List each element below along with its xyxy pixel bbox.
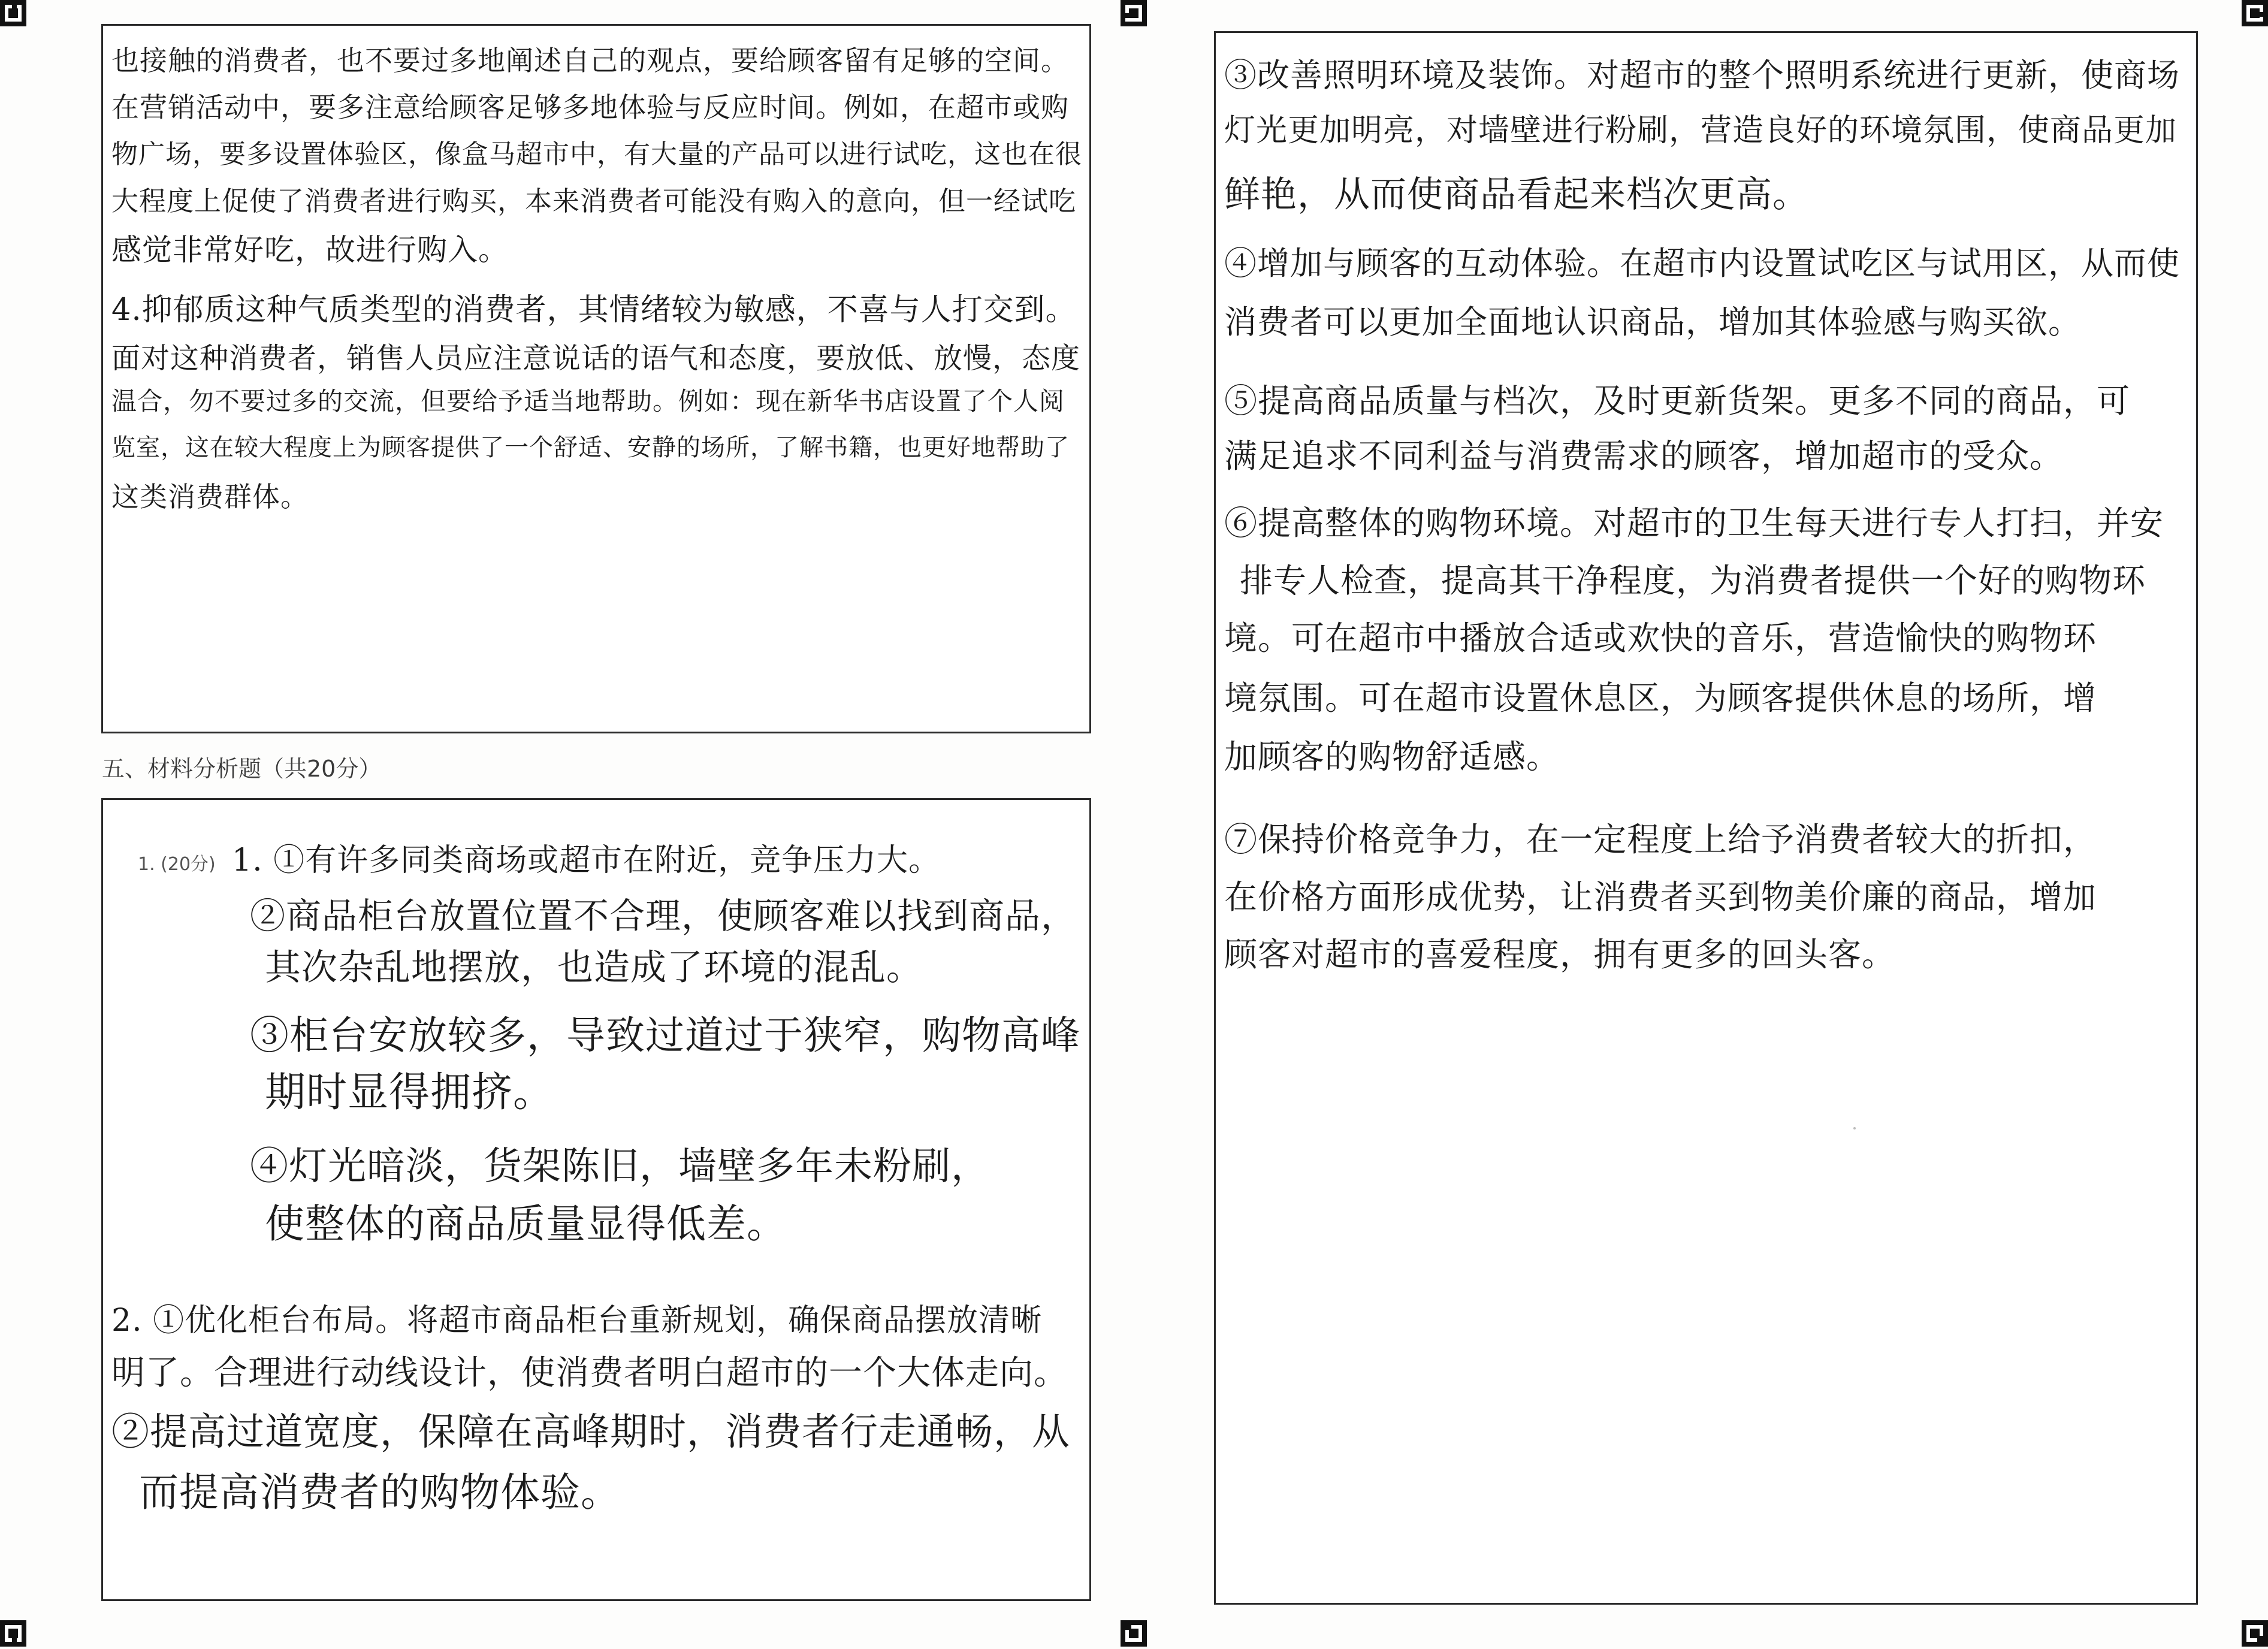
handwriting-line: 览室，这在较大程度上为顾客提供了一个舒适、安静的场所，了解书籍，也更好地帮助了 xyxy=(111,434,1070,461)
handwriting-line: ⑦保持价格竞争力，在一定程度上给予消费者较大的折扣， xyxy=(1224,820,2097,859)
answer-box-essay-continued xyxy=(101,24,1091,733)
handwriting-line: ③改善照明环境及装饰。对超市的整个照明系统进行更新，使商场 xyxy=(1224,56,2180,94)
handwriting-line: 其次杂乱地摆放，也造成了环境的混乱。 xyxy=(265,947,923,989)
handwriting-line: 排专人检查，提高其干净程度，为消费者提供一个好的购物环 xyxy=(1240,561,2146,600)
registration-marker-top-center xyxy=(1121,0,1147,26)
handwriting-line: 在价格方面形成优势，让消费者买到物美价廉的商品，增加 xyxy=(1224,878,2097,916)
section-heading: 五、材料分析题（共20分） xyxy=(102,756,382,782)
handwriting-line: 加顾客的购物舒适感。 xyxy=(1224,738,1560,776)
handwriting-line: 明了。合理进行动线设计，使消费者明白超市的一个大体走向。 xyxy=(111,1354,1068,1393)
registration-marker-top-left xyxy=(0,0,26,26)
registration-marker-bottom-center xyxy=(1121,1620,1147,1647)
handwriting-line: 大程度上促使了消费者进行购买，本来消费者可能没有购入的意向，但一经试吃 xyxy=(111,185,1077,217)
handwriting-line: 物广场，要多设置体验区，像盒马超市中，有大量的产品可以进行试吃，这也在很 xyxy=(111,139,1082,170)
handwriting-line: ④灯光暗淡，货架陈旧，墙壁多年未粉刷， xyxy=(250,1144,990,1189)
handwriting-line: ②商品柜台放置位置不合理，使顾客难以找到商品， xyxy=(250,895,1077,937)
registration-marker-bottom-right xyxy=(2242,1620,2268,1647)
registration-marker-top-right xyxy=(2242,0,2268,26)
handwriting-line: 满足追求不同利益与消费需求的顾客，增加超市的受众。 xyxy=(1224,437,2064,475)
handwriting-line: 顾客对超市的喜爱程度，拥有更多的回头客。 xyxy=(1224,935,1896,974)
handwriting-line: 也接触的消费者，也不要过多地阐述自己的观点，要给顾客留有足够的空间。 xyxy=(111,44,1069,77)
handwriting-line: 面对这种消费者，销售人员应注意说话的语气和态度，要放低、放慢，态度 xyxy=(111,342,1081,375)
handwriting-line: 而提高消费者的购物体验。 xyxy=(139,1469,621,1515)
handwriting-line: ②提高过道宽度，保障在高峰期时，消费者行走通畅，从 xyxy=(111,1410,1070,1454)
handwriting-line: ④增加与顾客的互动体验。在超市内设置试吃区与试用区，从而使 xyxy=(1224,244,2180,282)
answer-box-right-page xyxy=(1214,31,2198,1605)
handwriting-line: 鲜艳，从而使商品看起来档次更高。 xyxy=(1224,174,1809,216)
handwriting-line: 境氛围。可在超市设置休息区，为顾客提供休息的场所，增 xyxy=(1224,679,2097,717)
handwriting-line: 灯光更加明亮，对墙壁进行粉刷，营造良好的环境氛围，使商品更加 xyxy=(1224,113,2178,149)
handwriting-line: ③柜台安放较多，导致过道过于狭窄，购物高峰 xyxy=(250,1013,1081,1058)
handwriting-line: 期时显得拥挤。 xyxy=(265,1069,555,1116)
handwriting-line: 4.抑郁质这种气质类型的消费者，其情绪较为敏感，不喜与人打交到。 xyxy=(111,292,1077,328)
handwriting-line: 2. ①优化柜台布局。将超市商品柜台重新规划，确保商品摆放清晰 xyxy=(111,1303,1043,1339)
handwriting-line: 这类消费群体。 xyxy=(111,481,309,513)
handwriting-line: 温合，勿不要过多的交流，但要给予适当地帮助。例如：现在新华书店设置了个人阅 xyxy=(111,386,1065,416)
stray-mark xyxy=(1853,1127,1856,1129)
handwriting-line: 消费者可以更加全面地认识商品，增加其体验感与购买欲。 xyxy=(1224,303,2081,341)
handwriting-line: 境。可在超市中播放合适或欢快的音乐，营造愉快的购物环 xyxy=(1224,619,2097,657)
question-number: 1. (20分) xyxy=(138,854,216,875)
registration-marker-bottom-left xyxy=(0,1620,26,1647)
handwriting-line: 在营销活动中，要多注意给顾客足够多地体验与反应时间。例如，在超市或购 xyxy=(111,91,1069,123)
handwriting-line: ⑤提高商品质量与档次，及时更新货架。更多不同的商品，可 xyxy=(1224,382,2131,420)
handwriting-line: 感觉非常好吃，故进行购入。 xyxy=(111,232,509,267)
answer-box-material-analysis xyxy=(101,798,1091,1601)
handwriting-line: ⑥提高整体的购物环境。对超市的卫生每天进行专人打扫，并安 xyxy=(1224,504,2164,542)
handwriting-line: 使整体的商品质量显得低差。 xyxy=(265,1201,787,1247)
handwriting-line: 1. ①有许多同类商场或超市在附近，竞争压力大。 xyxy=(232,842,941,878)
